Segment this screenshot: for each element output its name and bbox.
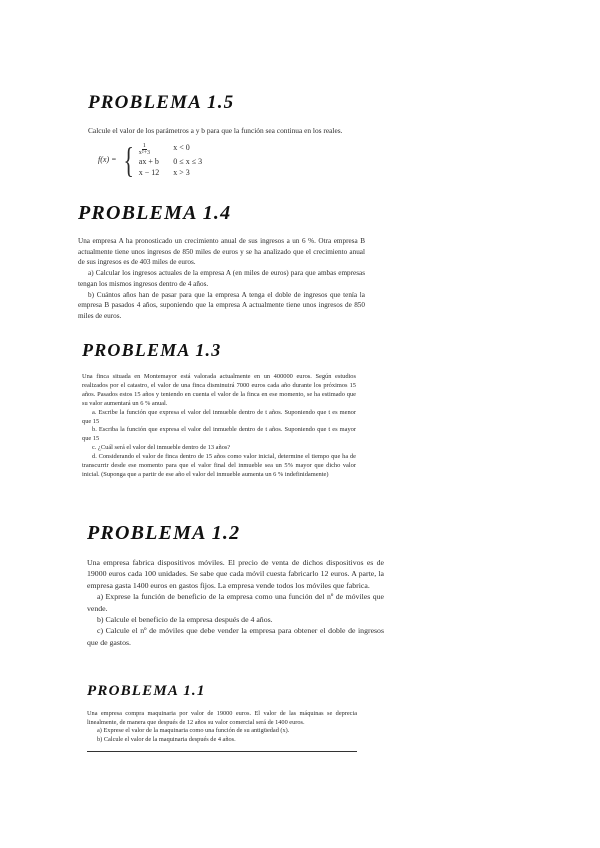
problem-item-b: b) Calcule el beneficio de la empresa después de 4 años. <box>97 615 273 625</box>
problem-item-a: a) Exprese la función de beneficio de la empresa como una función del nº de móviles que vende. <box>87 592 384 613</box>
case-condition: 0 ≤ x ≤ 3 <box>173 156 203 166</box>
problem-item-b: b) Calcule el valor de la maquinaria después de 4 años. <box>97 735 236 743</box>
problem-item-a: a. Escribe la función que expresa el valor del inmueble dentro de t años. Suponiendo que t es menor que 15 <box>82 408 356 425</box>
problem-paragraph: Una empresa A ha pronosticado un crecimiento anual de sus ingresos a un 6 %. Otra empresa B actualmente tiene unos ingresos de 850 miles de euros y se ha analizado que el crecimiento anual de sus ingresos es de 403 miles de euros. <box>78 237 365 267</box>
problem-paragraph: Una empresa fabrica dispositivos móviles. El precio de venta de dichos dispositivos es de 19000 euros cada 100 unidades. Se sabe que cada móvil cuesta fabricarlo 12 euros. A parte, la empresa gasta 1400 euros en gastos fijos. La empresa vende todos los móviles que fabrica. <box>87 558 384 590</box>
left-brace-icon: { <box>122 140 134 180</box>
problem-paragraph: Una finca situada en Montemayor está valorada actualmente en un 400000 euros. Según estudios realizados por el catastro, el valor de una finca disminuirá 7000 euros cada año durante los próximos 15 años. Pasados estos 15 años y teniendo en cuenta el valor de la finca en ese momento, se ha estimado que su valor aumentará un 6 % anual. <box>82 373 356 407</box>
problem-1-4 <box>78 202 365 322</box>
problem-item-a: a) Exprese el valor de la maquinaria como una función de su antigüedad (x). <box>97 727 290 735</box>
problem-title: PROBLEMA 1.3 <box>82 340 222 360</box>
piecewise-function <box>98 142 370 178</box>
fraction-denominator: x²+3 <box>138 149 150 156</box>
problem-1-5 <box>88 92 370 178</box>
function-lhs: f(x) = <box>98 155 117 164</box>
problem-item-a: a) Calcular los ingresos actuales de la empresa A (en miles de euros) para que ambas empresas tengan los mismos ingresos dentro de 4 años. <box>78 269 365 288</box>
case-expression <box>139 143 160 156</box>
problem-statement <box>88 126 370 178</box>
problem-statement <box>78 236 365 322</box>
fraction <box>139 143 150 156</box>
problem-1-3 <box>82 340 356 480</box>
problem-paragraph: Calcule el valor de los parámetros a y b para que la función sea continua en los reales. <box>88 126 343 135</box>
problem-title: PROBLEMA 1.2 <box>87 522 241 544</box>
problem-title: PROBLEMA 1.5 <box>88 92 235 113</box>
fraction-numerator: 1 <box>142 142 146 149</box>
problem-statement <box>87 710 357 744</box>
problem-1-2 <box>87 522 384 648</box>
case-condition: x > 3 <box>173 167 190 177</box>
case-expression: ax + b <box>138 156 159 166</box>
problem-item-b: b) Cuántos años han de pasar para que la empresa A tenga el doble de ingresos que tenía la empresa B pasados 4 años, suponiendo que la empresa A actualmente tiene unos ingresos de 850 miles de euros. <box>78 290 365 320</box>
end-rule-divider <box>87 751 357 752</box>
problem-1-1 <box>87 683 357 752</box>
problem-item-c: c) Calcule el nº de móviles que debe vender la empresa para obtener el doble de ingresos que de gastos. <box>87 626 384 647</box>
function-cases <box>139 143 202 178</box>
problem-statement <box>82 373 356 480</box>
problem-item-b: b. Escriba la función que expresa el valor del inmueble dentro de t años. Suponiendo que t es mayor que 15 <box>82 426 356 443</box>
problem-statement <box>87 557 384 648</box>
problem-paragraph: Una empresa compra maquinaria por valor de 19000 euros. El valor de las máquinas se deprecia linealmente, de manera que después de 12 años su valor comercial será de 1400 euros. <box>87 710 357 726</box>
case-condition: x < 0 <box>173 142 190 152</box>
case-expression: x − 12 <box>138 167 160 177</box>
problem-item-d: d. Considerando el valor de finca dentro de 15 años como valor inicial, determine el tiempo que ha de transcurrir desde ese momento para que el valor final del inmueble sea un 5% mayor que dicho valor inicial. (Suponga que a partir de ese año el valor del inmueble aumenta un 6 % indefinidamente) <box>82 453 356 478</box>
problem-title: PROBLEMA 1.4 <box>78 202 232 224</box>
problem-item-c: c. ¿Cuál será el valor del inmueble dentro de 13 años? <box>92 444 231 452</box>
problem-title: PROBLEMA 1.1 <box>87 683 206 699</box>
